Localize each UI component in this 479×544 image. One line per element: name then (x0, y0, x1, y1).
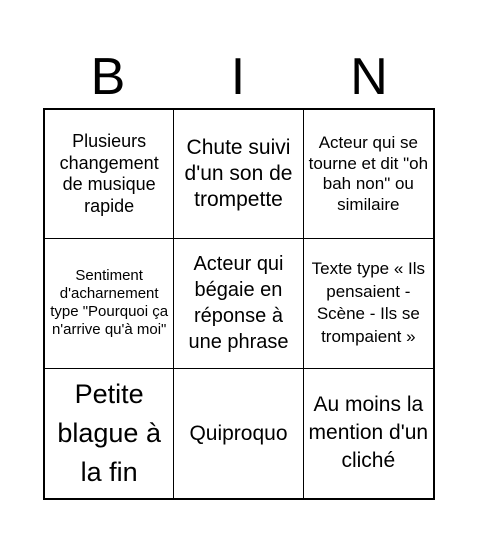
bingo-cell-text: Quiproquo (189, 421, 288, 445)
bingo-cell-text: Petite blague à la fin (57, 378, 161, 487)
bingo-grid (43, 108, 435, 500)
bingo-cell[interactable] (45, 110, 174, 239)
bingo-cell[interactable] (45, 369, 174, 498)
bingo-cell-text: Sentiment d'acharnement type "Pourquoi ça n'arrive qu'à moi" (50, 267, 169, 339)
bingo-cell[interactable] (45, 239, 174, 368)
bingo-cell[interactable] (174, 369, 303, 498)
bingo-cell-text: Acteur qui se tourne et dit "oh bah non" ou similaire (308, 133, 429, 214)
header-letter-i: I (230, 48, 246, 106)
bingo-cell[interactable] (304, 239, 433, 368)
header-letter-n: N (350, 48, 388, 106)
bingo-cell-text: Plusieurs changement de musique rapide (59, 130, 159, 216)
header-letter-b: B (90, 48, 126, 106)
bingo-cell[interactable] (304, 369, 433, 498)
bingo-cell-text: Chute suivi d'un son de trompette (184, 135, 293, 212)
bingo-header (43, 48, 435, 106)
bingo-cell-text: Texte type « Ils pensaient - Scène - Ils se trompaient » (311, 258, 426, 347)
bingo-cell[interactable] (304, 110, 433, 239)
bingo-cell[interactable] (174, 239, 303, 368)
bingo-cell-text: Acteur qui bégaie en réponse à une phrase (188, 253, 289, 354)
bingo-cell[interactable] (174, 110, 303, 239)
bingo-cell-text: Au moins la mention d'un cliché (308, 392, 429, 473)
